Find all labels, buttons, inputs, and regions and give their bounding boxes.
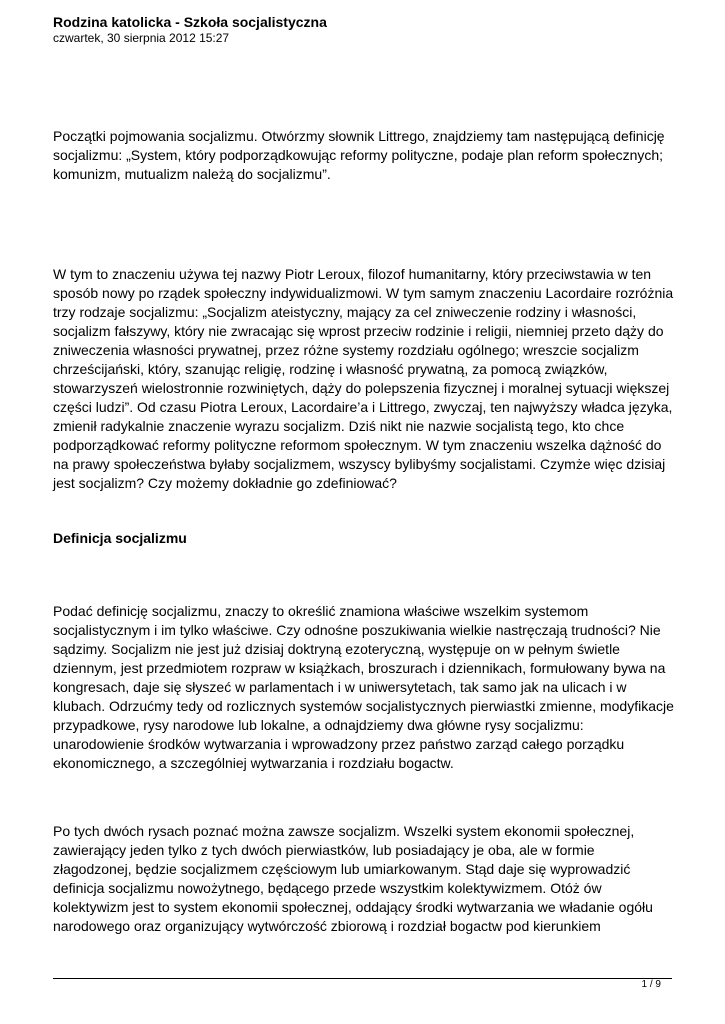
paragraph-3: Podać definicję socjalizmu, znaczy to określić znamiona właściwe wszelkim systemom socjalistycznym i im tylko właściwe. Czy odnośne poszukiwania wielkie nastręczają trudności? Nie sądzimy. Socjalizm nie jest już dzisiaj doktryną ezoteryczną, występuje on w pełnym świetle dziennym, jest przedmiotem rozpraw w książkach, broszurach i dziennikach, formułowany bywa na kongresach, daje się słyszeć w parlamentach i w uniwersytetach, tak samo jak na ulicach i w klubach. Odrzućmy tedy od rozlicznych systemów socjalistycznych pierwiastki zmienne, modyfikacje przypadkowe, rysy narodowe lub lokalne, a odnajdziemy dwa główne rysy socjalizmu: unarodowienie środków wytwarzania i wprowadzony przez państwo zarząd całego porządku ekonomicznego, a szczególniej wytwarzania i rozdziału bogactw.	[53, 603, 674, 771]
footer-divider	[53, 978, 672, 979]
paragraph-2: W tym to znaczeniu używa tej nazwy Piotr Leroux, filozof humanitarny, który przeciwstawia w ten sposób nowy po rządek społeczny indywidualizmowi. W tym samym znaczeniu Lacordaire rozróżnia trzy rodzaje socjalizmu: „Socjalizm ateistyczny, mający za cel zniweczenie rodziny i własności, socjalizm fałszywy, który nie zwracając się wprost przeciw rodzinie i religii, niemniej przeto dąży do zniweczenia własności prywatnej, przez różne systemy rozdziału ogólnego; wreszcie socjalizm chrześcijański, który, szanując religię, rodzinę i własność prywatną, za pomocą związków, stowarzyszeń wielostronnie rozwiniętych, dąży do polepszenia fizycznej i moralnej sytuacji większej części ludzi”. Od czasu Piotra Leroux, Lacordaire’a i Littrego, zwyczaj, ten najwyższy władca języka, zmienił radykalnie znaczenie wyrazu socjalizm. Dziś nikt nie nazwie socjalistą tego, kto chce podporządkować reformy polityczne reformom społecznym. W tym znaczeniu wszelka dążność do na prawy społeczeństwa byłaby socjalizmem, wszyscy bylibyśmy socjalistami. Czymże więc dzisiaj jest socjalizm? Czy możemy dokładnie go zdefiniować?	[53, 266, 674, 491]
page-header	[53, 14, 327, 46]
page-number: 1 / 9	[641, 979, 661, 990]
document-date: czwartek, 30 sierpnia 2012 15:27	[53, 31, 230, 45]
paragraph-1: Początki pojmowania socjalizmu. Otwórzmy słownik Littrego, znajdziemy tam następującą definicję socjalizmu: „System, który podporządkowując reformy polityczne, podaje plan reform społecznych; komunizm, mutualizm należą do socjalizmu”.	[53, 128, 665, 182]
section-heading: Definicja socjalizmu	[53, 530, 187, 546]
paragraph-4: Po tych dwóch rysach poznać można zawsze socjalizm. Wszelki system ekonomii społecznej, zawierający jeden tylko z tych dwóch pierwiastków, lub posiadający je oba, ale w formie złagodzonej, będzie socjalizmem częściowym lub umiarkowanym. Stąd daje się wyprowadzić definicja socjalizmu nowożytnego, będącego przede wszystkim kolektywizmem. Otóż ów kolektywizm jest to system ekonomii społecznej, oddający środki wytwarzania we władanie ogółu narodowego oraz organizujący wytwórczość zbiorową i rozdział bogactw pod kierunkiem	[53, 823, 653, 934]
document-title: Rodzina katolicka - Szkoła socjalistyczna	[53, 14, 327, 30]
